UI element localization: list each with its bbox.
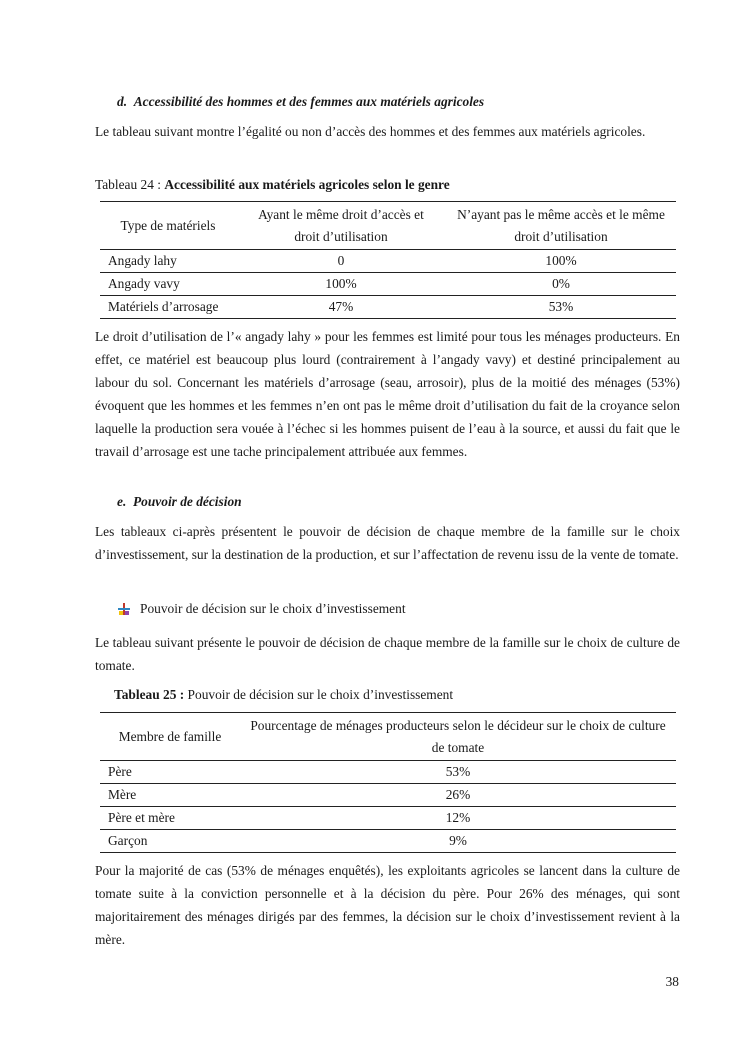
table-cell: 0 [236, 250, 446, 273]
table-cell: 12% [240, 807, 676, 830]
table-cell: Angady lahy [100, 250, 236, 273]
table-25-header-row [100, 713, 676, 761]
table-cell: 53% [240, 761, 676, 784]
table-cell: 53% [548, 299, 574, 314]
bullet-label: Pouvoir de décision sur le choix d’investissement [140, 601, 406, 616]
table-row [100, 761, 676, 784]
page-number: 38 [665, 974, 679, 989]
table-25-caption-prefix: Tableau 25 : [114, 687, 188, 702]
table-24-header-cell: N’ayant pas le même accès et le même droit d’utilisation [446, 202, 676, 250]
table-24-header-cell: Ayant le même droit d’accès et droit d’utilisation [236, 202, 446, 250]
colored-bullet-icon [117, 602, 131, 616]
table-cell: 47% [328, 299, 354, 314]
table-cell: 9% [449, 833, 467, 848]
table-row [100, 807, 676, 830]
table-row [100, 784, 676, 807]
table-24-header-cell: Type de matériels [100, 202, 236, 250]
table-24-caption-title: Accessibilité aux matériels agricoles selon le genre [164, 177, 450, 192]
table-cell: 100% [446, 250, 676, 273]
table-row [100, 250, 676, 273]
table-cell: 0% [446, 273, 676, 296]
table-25-caption [114, 685, 453, 705]
table-cell: 100% [236, 273, 446, 296]
table-row [100, 830, 676, 853]
table-25 [100, 712, 676, 853]
table-25-intro: Le tableau suivant présente le pouvoir de décision de chaque membre de la famille sur le choix de culture de tomate. [95, 635, 680, 673]
table-cell: Angady vavy [100, 273, 236, 296]
table-25-header-cell: Pourcentage de ménages producteurs selon le décideur sur le choix de culture de tomate [240, 713, 676, 761]
section-d-intro: Le tableau suivant montre l’égalité ou non d’accès des hommes et des femmes aux matériels agricoles. [95, 124, 646, 139]
table-row [100, 273, 676, 296]
table-cell: Garçon [108, 833, 148, 848]
table-cell: 26% [240, 784, 676, 807]
section-e-intro: Les tableaux ci-après présentent le pouvoir de décision de chaque membre de la famille sur le choix d’investissement, sur la destination de la production, et sur l’affectation de revenu issu de la vente de tomate. [95, 524, 680, 562]
table-cell: Père [100, 761, 240, 784]
bullet-item [117, 599, 406, 619]
table-cell: Mère [100, 784, 240, 807]
table-row [100, 296, 676, 319]
section-e-analysis: Pour la majorité de cas (53% de ménages enquêtés), les exploitants agricoles se lancent dans la culture de tomate suite à la conviction personnelle et à la décision du père. Pour 26% des ménages, qui sont majoritairement des ménages dirigés par des femmes, la décision sur le choix d’investissement revient à la mère. [95, 863, 680, 947]
section-d-heading: d. Accessibilité des hommes et des femmes aux matériels agricoles [117, 94, 485, 109]
table-24-header-row [100, 202, 676, 250]
section-e-heading: e. Pouvoir de décision [117, 494, 242, 509]
table-24-caption [95, 175, 450, 195]
section-d-analysis: Le droit d’utilisation de l’« angady lahy » pour les femmes est limité pour tous les ménages producteurs. En effet, ce matériel est beaucoup plus lourd (contrairement à l’angady vavy) et destiné principalement au labour du sol. Concernant les matériels d’arrosage (seau, arrosoir), plus de la moitié des ménages (53%) évoquent que les hommes et les femmes n’en ont pas le même droit d’utilisation du fait de la croyance selon laquelle la production sera vouée à l’échec si les hommes puisent de l’eau à la source, et aussi du fait que le travail d’arrosage est une tache principalement attribuée aux femmes. [95, 329, 680, 459]
table-24 [100, 201, 676, 319]
table-25-header-cell: Membre de famille [100, 713, 240, 761]
table-24-caption-prefix: Tableau 24 : [95, 177, 165, 192]
table-cell: Matériels d’arrosage [108, 299, 219, 314]
table-cell: Père et mère [100, 807, 240, 830]
table-25-caption-title: Pouvoir de décision sur le choix d’investissement [187, 687, 454, 702]
